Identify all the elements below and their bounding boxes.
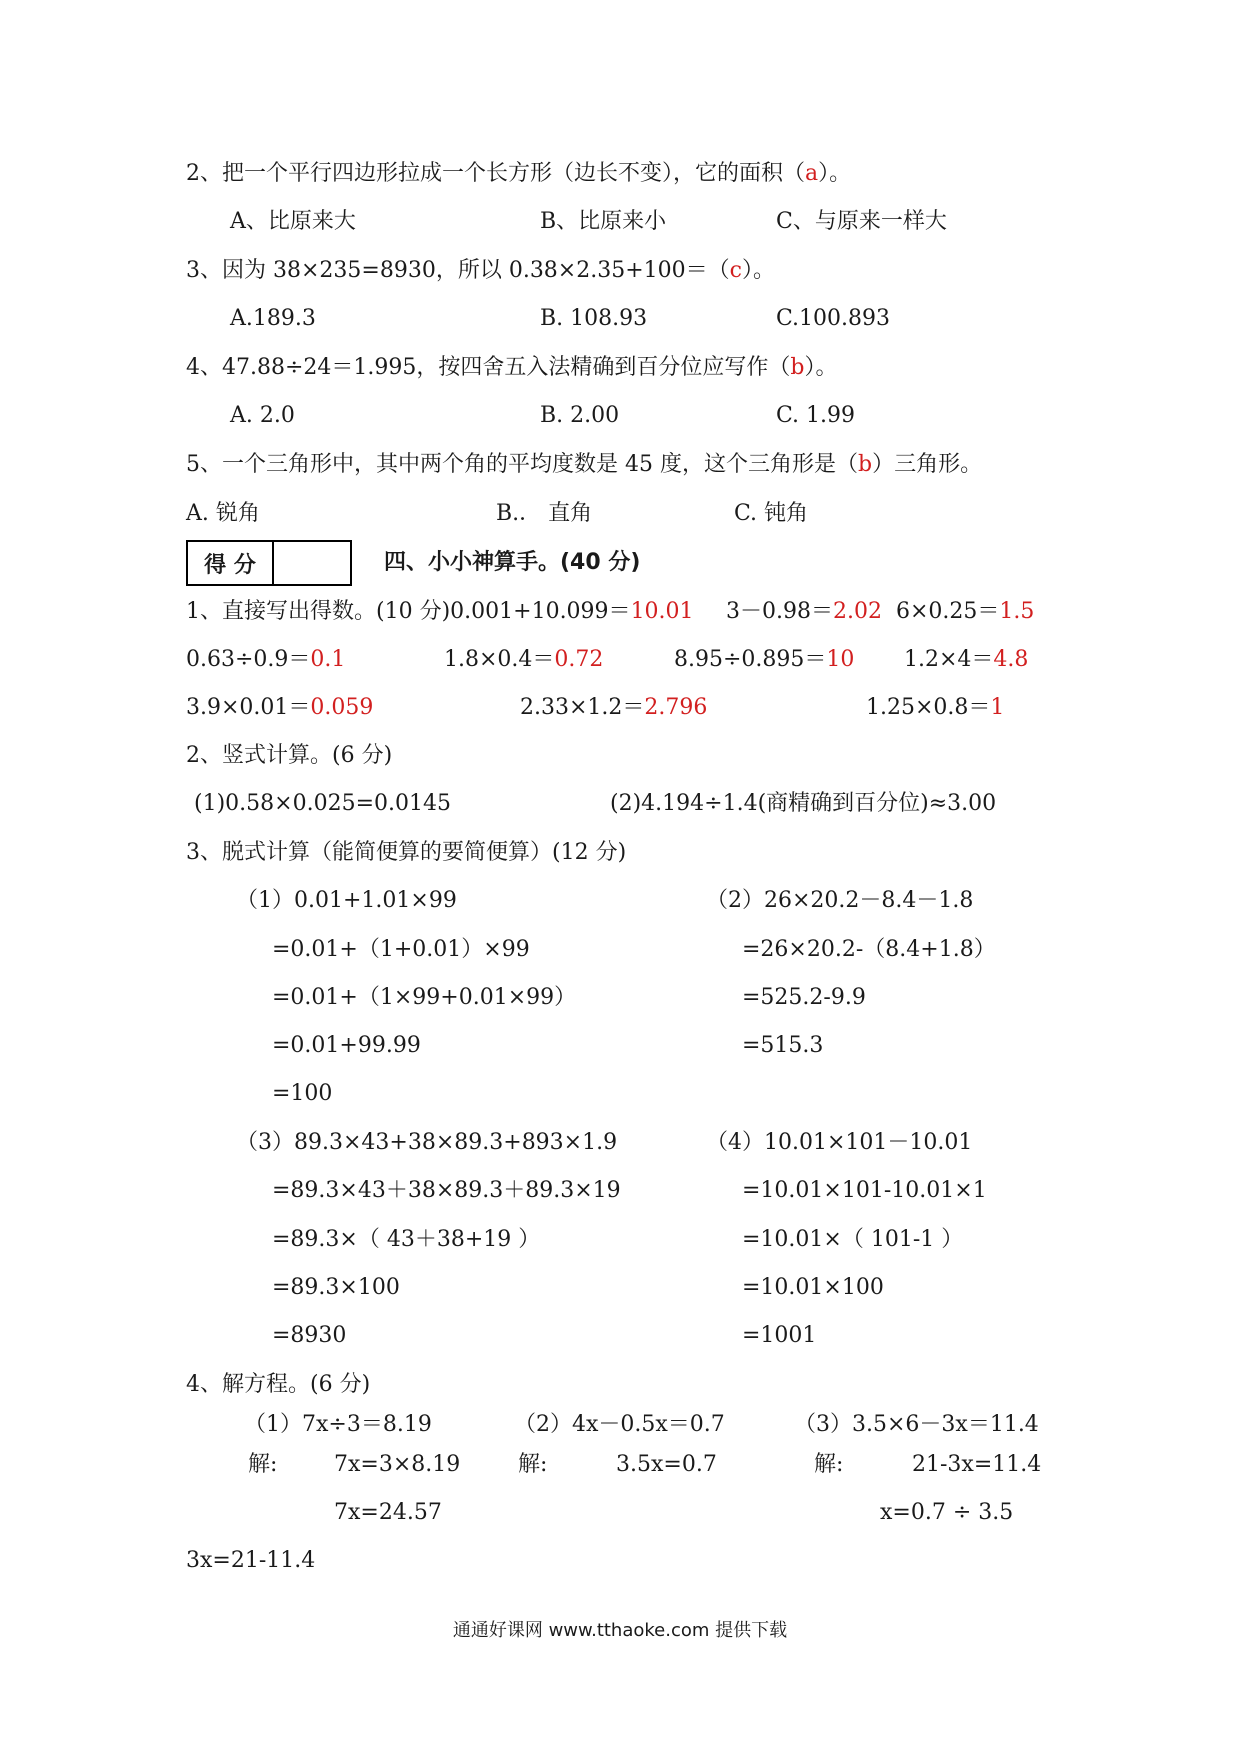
mental-item bbox=[186, 694, 373, 722]
q5-option-c: C. 钝角 bbox=[734, 501, 809, 526]
stepwise-4-line: =10.01×101-10.01×1 bbox=[742, 1178, 987, 1203]
mental-expr: 3.9×0.01＝ bbox=[186, 695, 311, 720]
mental-item bbox=[186, 646, 345, 674]
stepwise-4-line: =10.01×（ 101-1 ） bbox=[742, 1227, 964, 1252]
mental-answer: 4.8 bbox=[993, 647, 1029, 672]
stepwise-3-line: =89.3×（ 43＋38+19 ） bbox=[272, 1227, 541, 1252]
stepwise-1-line: =0.01+（1+0.01）×99 bbox=[272, 937, 530, 962]
stem-text: ）三角形。 bbox=[872, 452, 983, 477]
vertical-calc-2: (2)4.194÷1.4(商精确到百分位)≈3.00 bbox=[610, 791, 997, 816]
solution-label: 解: bbox=[518, 1452, 548, 1477]
mental-expr: 1.2×4＝ bbox=[904, 647, 994, 672]
q5-option-b: B.． 直角 bbox=[496, 501, 593, 526]
equation-3-step: 3x=21-11.4 bbox=[186, 1548, 316, 1573]
stepwise-heading: 3、脱式计算（能简便算的要简便算）(12 分) bbox=[186, 840, 627, 865]
solution-label: 解: bbox=[814, 1452, 844, 1477]
stepwise-2-line: =515.3 bbox=[742, 1033, 824, 1058]
stepwise-1-line: =100 bbox=[272, 1081, 333, 1106]
question-5-stem bbox=[186, 451, 982, 479]
stepwise-1-line: =0.01+99.99 bbox=[272, 1033, 421, 1058]
answer-mark: b bbox=[857, 452, 873, 477]
stepwise-2-line: =26×20.2-（8.4+1.8） bbox=[742, 937, 996, 962]
stem-text: ）。 bbox=[818, 161, 852, 186]
mental-expr: 8.95÷0.895＝ bbox=[674, 647, 827, 672]
mental-expr: 3－0.98＝ bbox=[726, 599, 833, 624]
stem-text: ）。 bbox=[741, 258, 775, 283]
vertical-calc-1: (1)0.58×0.025=0.0145 bbox=[194, 791, 451, 816]
equation-1-step: 7x=3×8.19 bbox=[334, 1452, 461, 1477]
mental-expr: 1.8×0.4＝ bbox=[444, 647, 555, 672]
mental-item bbox=[674, 646, 854, 674]
q2-option-a: A、比原来大 bbox=[230, 209, 356, 234]
mental-answer: 1 bbox=[990, 695, 1005, 720]
mental-item bbox=[726, 598, 882, 626]
mental-answer: 0.1 bbox=[310, 647, 346, 672]
mental-answer: 1.5 bbox=[999, 599, 1035, 624]
stem-text: 5、一个三角形中，其中两个角的平均度数是 45 度，这个三角形是（ bbox=[186, 452, 858, 477]
mental-expr: 0.001+10.099＝ bbox=[450, 599, 631, 624]
stepwise-3-line: =89.3×100 bbox=[272, 1275, 400, 1300]
q2-option-b: B、比原来小 bbox=[540, 209, 667, 234]
stepwise-2-line: =525.2-9.9 bbox=[742, 985, 866, 1010]
mental-answer: 10.01 bbox=[630, 599, 694, 624]
stepwise-4-line: =1001 bbox=[742, 1323, 817, 1348]
equation-1: （1）7x÷3＝8.19 bbox=[244, 1412, 432, 1437]
stepwise-3-line: =8930 bbox=[272, 1323, 347, 1348]
q4-option-a: A. 2.0 bbox=[230, 403, 295, 428]
stem-text: 4、47.88÷24＝1.995，按四舍五入法精确到百分位应写作（ bbox=[186, 355, 791, 380]
mental-answer: 10 bbox=[826, 647, 855, 672]
score-label: 得 分 bbox=[188, 542, 274, 584]
answer-mark: c bbox=[729, 258, 742, 283]
q3-option-b: B. 108.93 bbox=[540, 306, 648, 331]
stepwise-1-line: =0.01+（1×99+0.01×99） bbox=[272, 985, 577, 1010]
page-footer: 通通好课网 www.tthaoke.com 提供下载 bbox=[452, 1620, 788, 1641]
mental-answer: 0.059 bbox=[310, 695, 374, 720]
mental-item bbox=[896, 598, 1034, 626]
mental-item bbox=[520, 694, 707, 722]
equation-3: （3）3.5×6－3x＝11.4 bbox=[794, 1412, 1039, 1437]
mental-expr: 0.63÷0.9＝ bbox=[186, 647, 311, 672]
answer-mark: a bbox=[805, 161, 819, 186]
vertical-calc-heading: 2、竖式计算。(6 分) bbox=[186, 743, 393, 768]
mental-item bbox=[444, 646, 603, 674]
stepwise-4-line: （4）10.01×101－10.01 bbox=[706, 1130, 973, 1155]
score-blank-cell bbox=[274, 542, 350, 584]
mental-calc-row-1 bbox=[186, 598, 694, 626]
section-4-title: 四、小小神算手。(40 分) bbox=[384, 550, 641, 575]
mental-expr: 6×0.25＝ bbox=[896, 599, 1000, 624]
stepwise-3-line: =89.3×43＋38×89.3＋89.3×19 bbox=[272, 1178, 621, 1203]
q4-option-b: B. 2.00 bbox=[540, 403, 620, 428]
mental-answer: 2.02 bbox=[832, 599, 882, 624]
mental-heading: 1、直接写出得数。(10 分) bbox=[186, 599, 451, 624]
equation-2-step: 3.5x=0.7 bbox=[616, 1452, 717, 1477]
mental-expr: 2.33×1.2＝ bbox=[520, 695, 645, 720]
q3-option-a: A.189.3 bbox=[230, 306, 316, 331]
stepwise-2-line: （2）26×20.2－8.4－1.8 bbox=[706, 888, 974, 913]
stepwise-4-line: =10.01×100 bbox=[742, 1275, 884, 1300]
q3-option-c: C.100.893 bbox=[776, 306, 891, 331]
equation-3-step: 21-3x=11.4 bbox=[912, 1452, 1042, 1477]
q4-option-c: C. 1.99 bbox=[776, 403, 856, 428]
stem-text: 3、因为 38×235=8930，所以 0.38×2.35+100＝（ bbox=[186, 258, 730, 283]
question-4-stem bbox=[186, 354, 838, 382]
equation-2-step: x=0.7 ÷ 3.5 bbox=[880, 1500, 1014, 1525]
q5-option-a: A. 锐角 bbox=[186, 501, 260, 526]
q2-option-c: C、与原来一样大 bbox=[776, 209, 947, 234]
stem-text: 2、把一个平行四边形拉成一个长方形（边长不变），它的面积（ bbox=[186, 161, 805, 186]
mental-expr: 1.25×0.8＝ bbox=[866, 695, 991, 720]
mental-item bbox=[904, 646, 1028, 674]
mental-answer: 2.796 bbox=[644, 695, 708, 720]
equation-1-step: 7x=24.57 bbox=[334, 1500, 442, 1525]
score-box bbox=[186, 540, 352, 586]
equation-2: （2）4x－0.5x＝0.7 bbox=[514, 1412, 725, 1437]
equations-heading: 4、解方程。(6 分) bbox=[186, 1372, 371, 1397]
solution-label: 解: bbox=[248, 1452, 278, 1477]
mental-answer: 0.72 bbox=[554, 647, 604, 672]
stem-text: ）。 bbox=[804, 355, 838, 380]
question-3-stem bbox=[186, 257, 775, 285]
question-2-stem bbox=[186, 160, 851, 188]
mental-item bbox=[866, 694, 1004, 722]
stepwise-1-line: （1）0.01+1.01×99 bbox=[236, 888, 457, 913]
stepwise-3-line: （3）89.3×43+38×89.3+893×1.9 bbox=[236, 1130, 618, 1155]
answer-mark: b bbox=[790, 355, 805, 380]
